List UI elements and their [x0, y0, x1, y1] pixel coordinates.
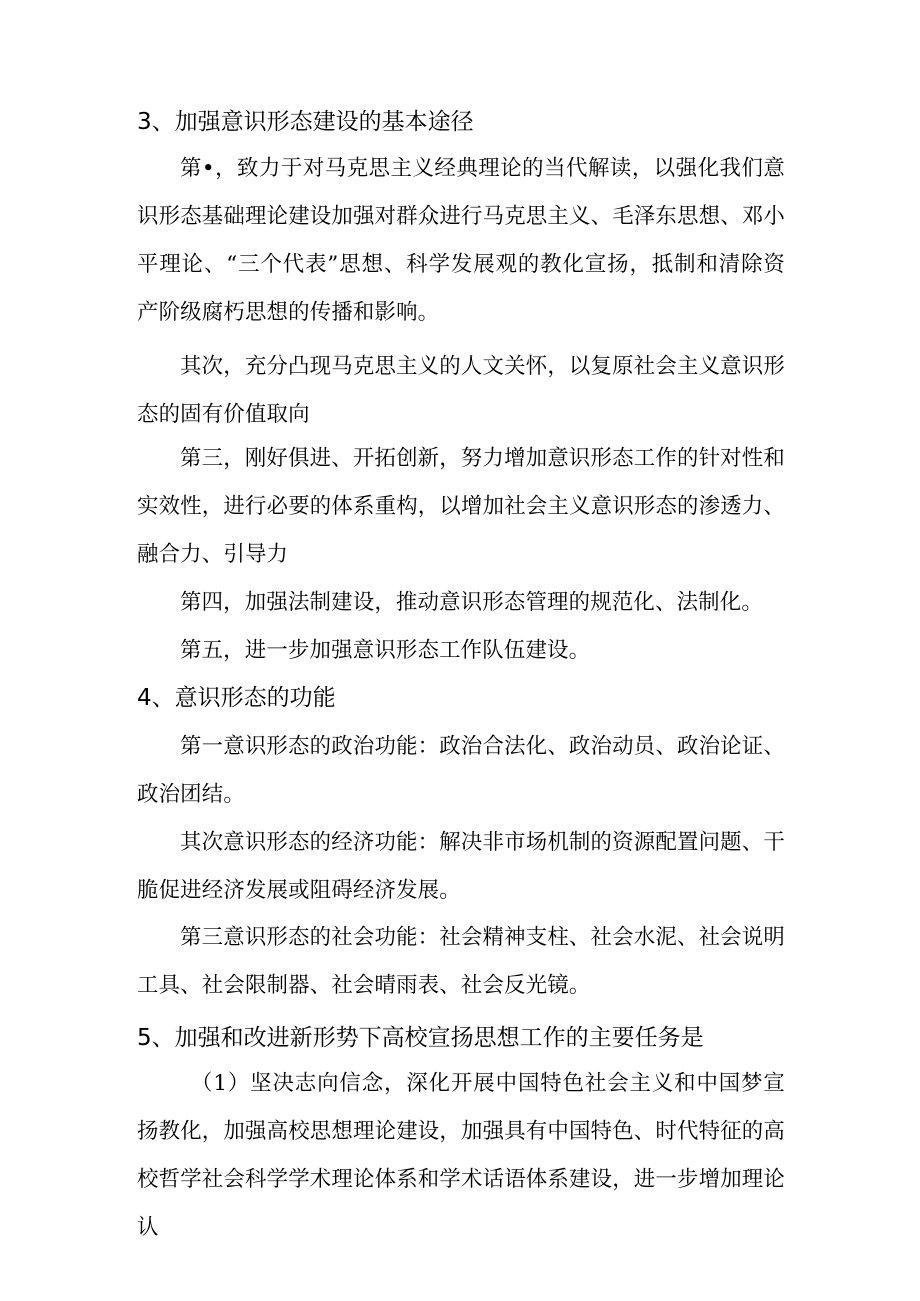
- paragraph-3-3: 第三，刚好俱进、开拓创新，努力增加意识形态工作的针对性和实效性，进行必要的体系重构，以增加社会主义意识形态的渗透力、融合力、引导力: [137, 446, 785, 567]
- paragraph-4-3: 第三意识形态的社会功能：社会精神支柱、社会水泥、社会说明工具、社会限制器、社会晴雨表、社会反光镜。: [137, 925, 785, 998]
- paragraph-3-1: 第•，致力于对马克思主义经典理论的当代解读，以强化我们意识形态基础理论建设加强对群众进行马克思主义、毛泽东思想、邓小平理论、“三个代表”思想、科学发展观的教化宣扬，抵制和清除资产阶级腐朽思想的传播和影响。: [137, 156, 785, 325]
- paragraph-4-1: 第一意识形态的政治功能：政治合法化、政治动员、政治论证、政治团结。: [137, 734, 785, 807]
- paragraph-4-2: 其次意识形态的经济功能：解决非市场机制的资源配置问题、干脆促进经济发展或阻碍经济发展。: [137, 830, 785, 903]
- section-heading-3: 3、加强意识形态建设的基本途径: [137, 109, 474, 135]
- paragraph-3-2: 其次，充分凸现马克思主义的人文关怀，以复原社会主义意识形态的固有价值取向: [137, 354, 785, 427]
- section-heading-5: 5、加强和改进新形势下高校宣扬思想工作的主要任务是: [137, 1025, 704, 1051]
- paragraph-3-5: 第五，进一步加强意识形态工作队伍建设。: [180, 638, 591, 663]
- section-heading-4: 4、意识形态的功能: [137, 685, 336, 711]
- paragraph-5-1: （1）坚决志向信念，深化开展中国特色社会主义和中国梦宣扬教化，加强高校思想理论建设，加强具有中国特色、时代特征的高校哲学社会科学学术理论体系和学术话语体系建设，进一步增加理论认: [137, 1071, 785, 1240]
- paragraph-3-4: 第四，加强法制建设，推动意识形态管理的规范化、法制化。: [180, 590, 763, 615]
